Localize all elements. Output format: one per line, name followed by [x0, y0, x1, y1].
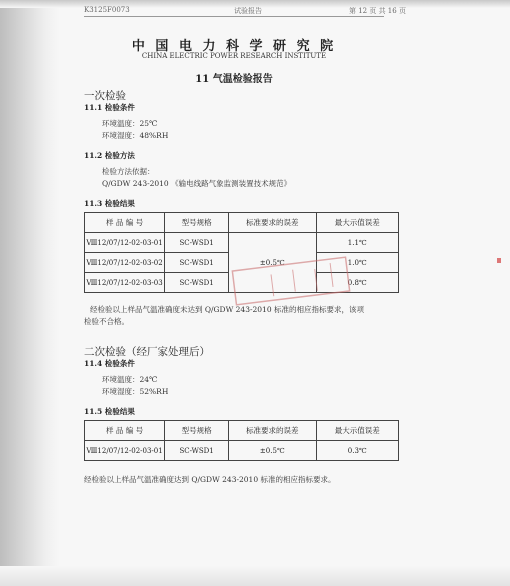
- col-model: 型号规格: [165, 213, 229, 233]
- section-11-4-title: 11.4 检验条件: [84, 359, 135, 368]
- col-max-error: 最大示值误差: [316, 213, 398, 233]
- col-model: 型号规格: [165, 421, 229, 441]
- header-doc-number: K3125F0073: [84, 6, 130, 14]
- sample-number-cell: Ⅷ12/07/12-02-03-01: [85, 233, 165, 253]
- report-title: 11 气温检验报告: [195, 74, 273, 85]
- model-cell: SC-WSD1: [165, 441, 229, 461]
- second-inspection-heading: 二次检验（经厂家处理后）: [84, 346, 210, 358]
- col-standard-error: 标准要求的误差: [229, 421, 316, 441]
- col-sample-number: 样 品 编 号: [85, 421, 165, 441]
- section-11-1-title: 11.1 检验条件: [84, 103, 135, 112]
- sample-number-cell: Ⅷ12/07/12-02-03-01: [85, 441, 165, 461]
- org-name-english: CHINA ELECTRIC POWER RESEARCH INSTITUTE: [141, 52, 327, 60]
- standard-error-cell: ±0.5℃: [229, 233, 316, 293]
- header-divider: [84, 16, 384, 17]
- method-standard: Q/GDW 243-2010 《输电线路气象监测装置技术规范》: [102, 179, 292, 188]
- second-conclusion: 经检验以上样品气温准确度达到 Q/GDW 243-2010 标准的相应指标要求。: [84, 475, 336, 484]
- second-ambient-temperature: 环境温度：24℃: [102, 375, 158, 384]
- page-binding-shadow: [0, 0, 60, 586]
- margin-red-mark: [497, 258, 501, 263]
- max-error-cell: 1.1℃: [316, 233, 398, 253]
- col-max-error: 最大示值误差: [316, 421, 398, 441]
- max-error-cell: 1.0℃: [316, 253, 398, 273]
- first-ambient-temperature: 环境温度：25℃: [102, 119, 158, 128]
- second-ambient-humidity: 环境湿度：52%RH: [102, 387, 169, 396]
- model-cell: SC-WSD1: [165, 233, 229, 253]
- first-results-table: [84, 212, 399, 293]
- col-sample-number: 样 品 编 号: [85, 213, 165, 233]
- table-row: [85, 441, 399, 461]
- model-cell: SC-WSD1: [165, 273, 229, 293]
- first-ambient-humidity: 环境湿度：48%RH: [102, 131, 169, 140]
- bottom-edge-shadow: [0, 566, 510, 586]
- method-basis-label: 检验方法依据：: [102, 167, 155, 176]
- first-conclusion-line1: 经检验以上样品气温准确度未达到 Q/GDW 243-2010 标准的相应指标要求，该项: [90, 305, 364, 314]
- first-inspection-heading: 一次检验: [84, 90, 126, 102]
- first-conclusion-line2: 检验不合格。: [84, 317, 129, 326]
- header-doc-type: 试验报告: [234, 7, 262, 15]
- section-11-5-title: 11.5 检验结果: [84, 407, 135, 416]
- table-row: [85, 233, 399, 253]
- section-11-2-title: 11.2 检验方法: [84, 151, 135, 160]
- table-header-row: [85, 421, 399, 441]
- max-error-cell: 0.8℃: [316, 273, 398, 293]
- second-results-table: [84, 420, 399, 461]
- standard-error-cell: ±0.5℃: [229, 441, 316, 461]
- table-header-row: [85, 213, 399, 233]
- sample-number-cell: Ⅷ12/07/12-02-03-02: [85, 253, 165, 273]
- model-cell: SC-WSD1: [165, 253, 229, 273]
- sample-number-cell: Ⅷ12/07/12-02-03-03: [85, 273, 165, 293]
- org-name-chinese: 中 国 电 力 科 学 研 究 院: [131, 39, 337, 54]
- section-11-3-title: 11.3 检验结果: [84, 199, 135, 208]
- header-page-number: 第 12 页 共 16 页: [349, 7, 406, 15]
- max-error-cell: 0.3℃: [316, 441, 398, 461]
- col-standard-error: 标准要求的误差: [229, 213, 316, 233]
